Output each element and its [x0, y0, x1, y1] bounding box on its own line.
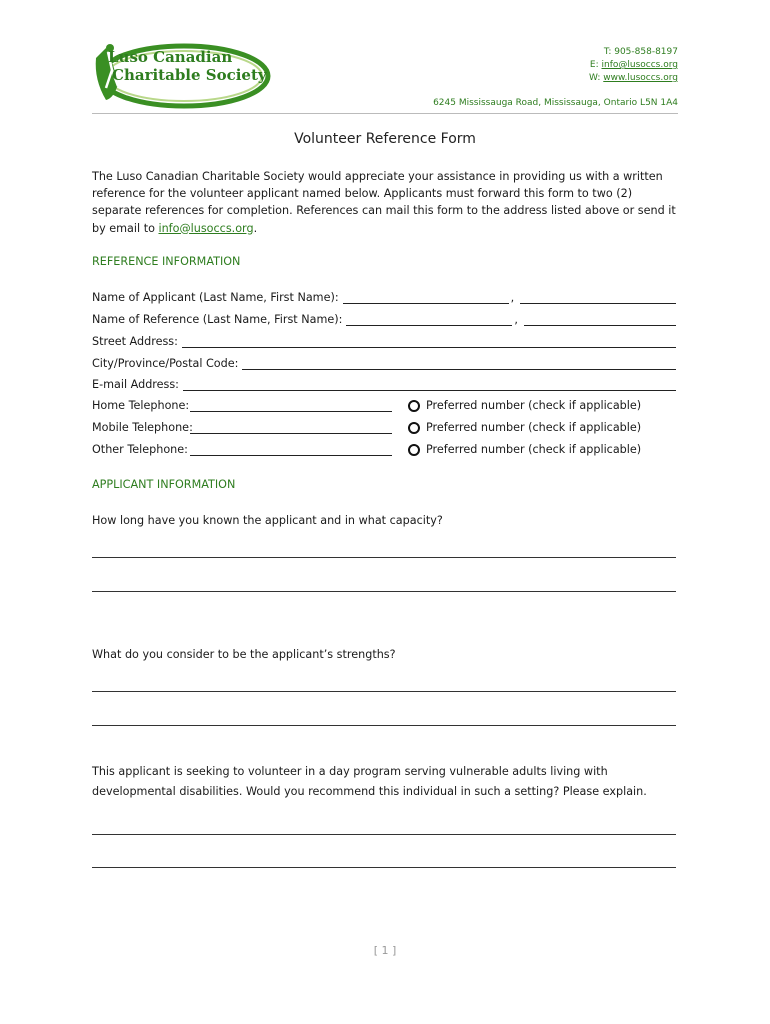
- header-email-link[interactable]: info@lusoccs.org: [601, 60, 678, 70]
- comma: ,: [510, 291, 515, 304]
- answer-3-line-1[interactable]: [92, 834, 676, 835]
- intro-text: The Luso Canadian Charitable Society would appreciate your assistance in providing us with a written reference for the volunteer applicant named below. Applicants must forward this form to two (2) separate references for completion. References can mail this form to the address listed above or send it by email to: [92, 170, 676, 235]
- answer-3-line-2[interactable]: [92, 867, 676, 868]
- radio-circle-icon[interactable]: [408, 400, 420, 412]
- reference-name-label: Name of Reference (Last Name, First Name):: [92, 313, 343, 326]
- answer-2-line-1[interactable]: [92, 691, 676, 692]
- email-row: [589, 59, 678, 72]
- reference-info-heading: REFERENCE INFORMATION: [92, 255, 241, 268]
- web-row: [589, 72, 678, 85]
- reference-email-blank[interactable]: [183, 378, 676, 391]
- other-telephone-blank[interactable]: [190, 443, 392, 456]
- email-label: E:: [589, 60, 599, 70]
- contact-block: [589, 46, 678, 85]
- preferred-label: Preferred number (check if applicable): [426, 421, 642, 434]
- intro-paragraph: [92, 168, 680, 237]
- reference-email-label: E-mail Address:: [92, 378, 179, 391]
- intro-email-link[interactable]: info@lusoccs.org: [158, 221, 254, 235]
- street-address-blank[interactable]: [182, 335, 676, 348]
- home-telephone-blank[interactable]: [190, 399, 392, 412]
- mobile-telephone-field: [92, 418, 641, 434]
- phone-row: [589, 46, 678, 59]
- phone-label: T:: [603, 47, 612, 57]
- intro-end: .: [253, 221, 258, 235]
- home-telephone-field: [92, 396, 641, 412]
- answer-2-line-2[interactable]: [92, 725, 676, 726]
- mobile-preferred-option[interactable]: [408, 421, 641, 434]
- street-address-label: Street Address:: [92, 335, 178, 348]
- web-label: W:: [588, 73, 601, 83]
- applicant-info-heading: APPLICANT INFORMATION: [92, 478, 236, 491]
- answer-1-line-2[interactable]: [92, 591, 676, 592]
- society-address: 6245 Mississauga Road, Mississauga, Ontario L5N 1A4: [433, 98, 678, 108]
- header-web-link[interactable]: www.lusoccs.org: [603, 73, 678, 83]
- question-2: What do you consider to be the applicant’s strengths?: [92, 648, 396, 661]
- reference-email-field: [92, 375, 676, 391]
- mobile-telephone-label: Mobile Telephone:: [92, 421, 193, 434]
- other-preferred-option[interactable]: [408, 443, 641, 456]
- city-field: [92, 354, 676, 370]
- other-telephone-label: Other Telephone:: [92, 443, 188, 456]
- mobile-telephone-blank[interactable]: [190, 421, 392, 434]
- form-title: Volunteer Reference Form: [294, 131, 476, 147]
- logo-wordmark: [108, 48, 268, 84]
- page-number: [ 1 ]: [373, 944, 397, 957]
- applicant-name-field: [92, 288, 676, 304]
- city-label: City/Province/Postal Code:: [92, 357, 239, 370]
- question-3: This applicant is seeking to volunteer in a day program serving vulnerable adults living with developmental disabilities. Would you recommend this individual in such a setting? Please explain.: [92, 765, 647, 798]
- reference-first-name-blank[interactable]: [524, 313, 676, 326]
- logo-line2: Charitable Society: [112, 66, 267, 84]
- home-preferred-option[interactable]: [408, 399, 641, 412]
- other-telephone-field: [92, 440, 641, 456]
- question-1: How long have you known the applicant and in what capacity?: [92, 514, 443, 527]
- applicant-first-name-blank[interactable]: [520, 291, 676, 304]
- header-divider: [92, 113, 678, 114]
- applicant-last-name-blank[interactable]: [343, 291, 509, 304]
- street-address-field: [92, 332, 676, 348]
- logo-line1: Luso Canadian: [108, 48, 233, 66]
- radio-circle-icon[interactable]: [408, 444, 420, 456]
- reference-last-name-blank[interactable]: [346, 313, 512, 326]
- answer-1-line-1[interactable]: [92, 557, 676, 558]
- preferred-label: Preferred number (check if applicable): [426, 399, 642, 412]
- city-blank[interactable]: [242, 357, 676, 370]
- radio-circle-icon[interactable]: [408, 422, 420, 434]
- comma: ,: [514, 313, 518, 326]
- applicant-name-label: Name of Applicant (Last Name, First Name):: [92, 291, 339, 304]
- reference-name-field: [92, 310, 676, 326]
- home-telephone-label: Home Telephone:: [92, 399, 190, 412]
- preferred-label: Preferred number (check if applicable): [426, 443, 642, 456]
- phone-number: 905-858-8197: [614, 47, 678, 57]
